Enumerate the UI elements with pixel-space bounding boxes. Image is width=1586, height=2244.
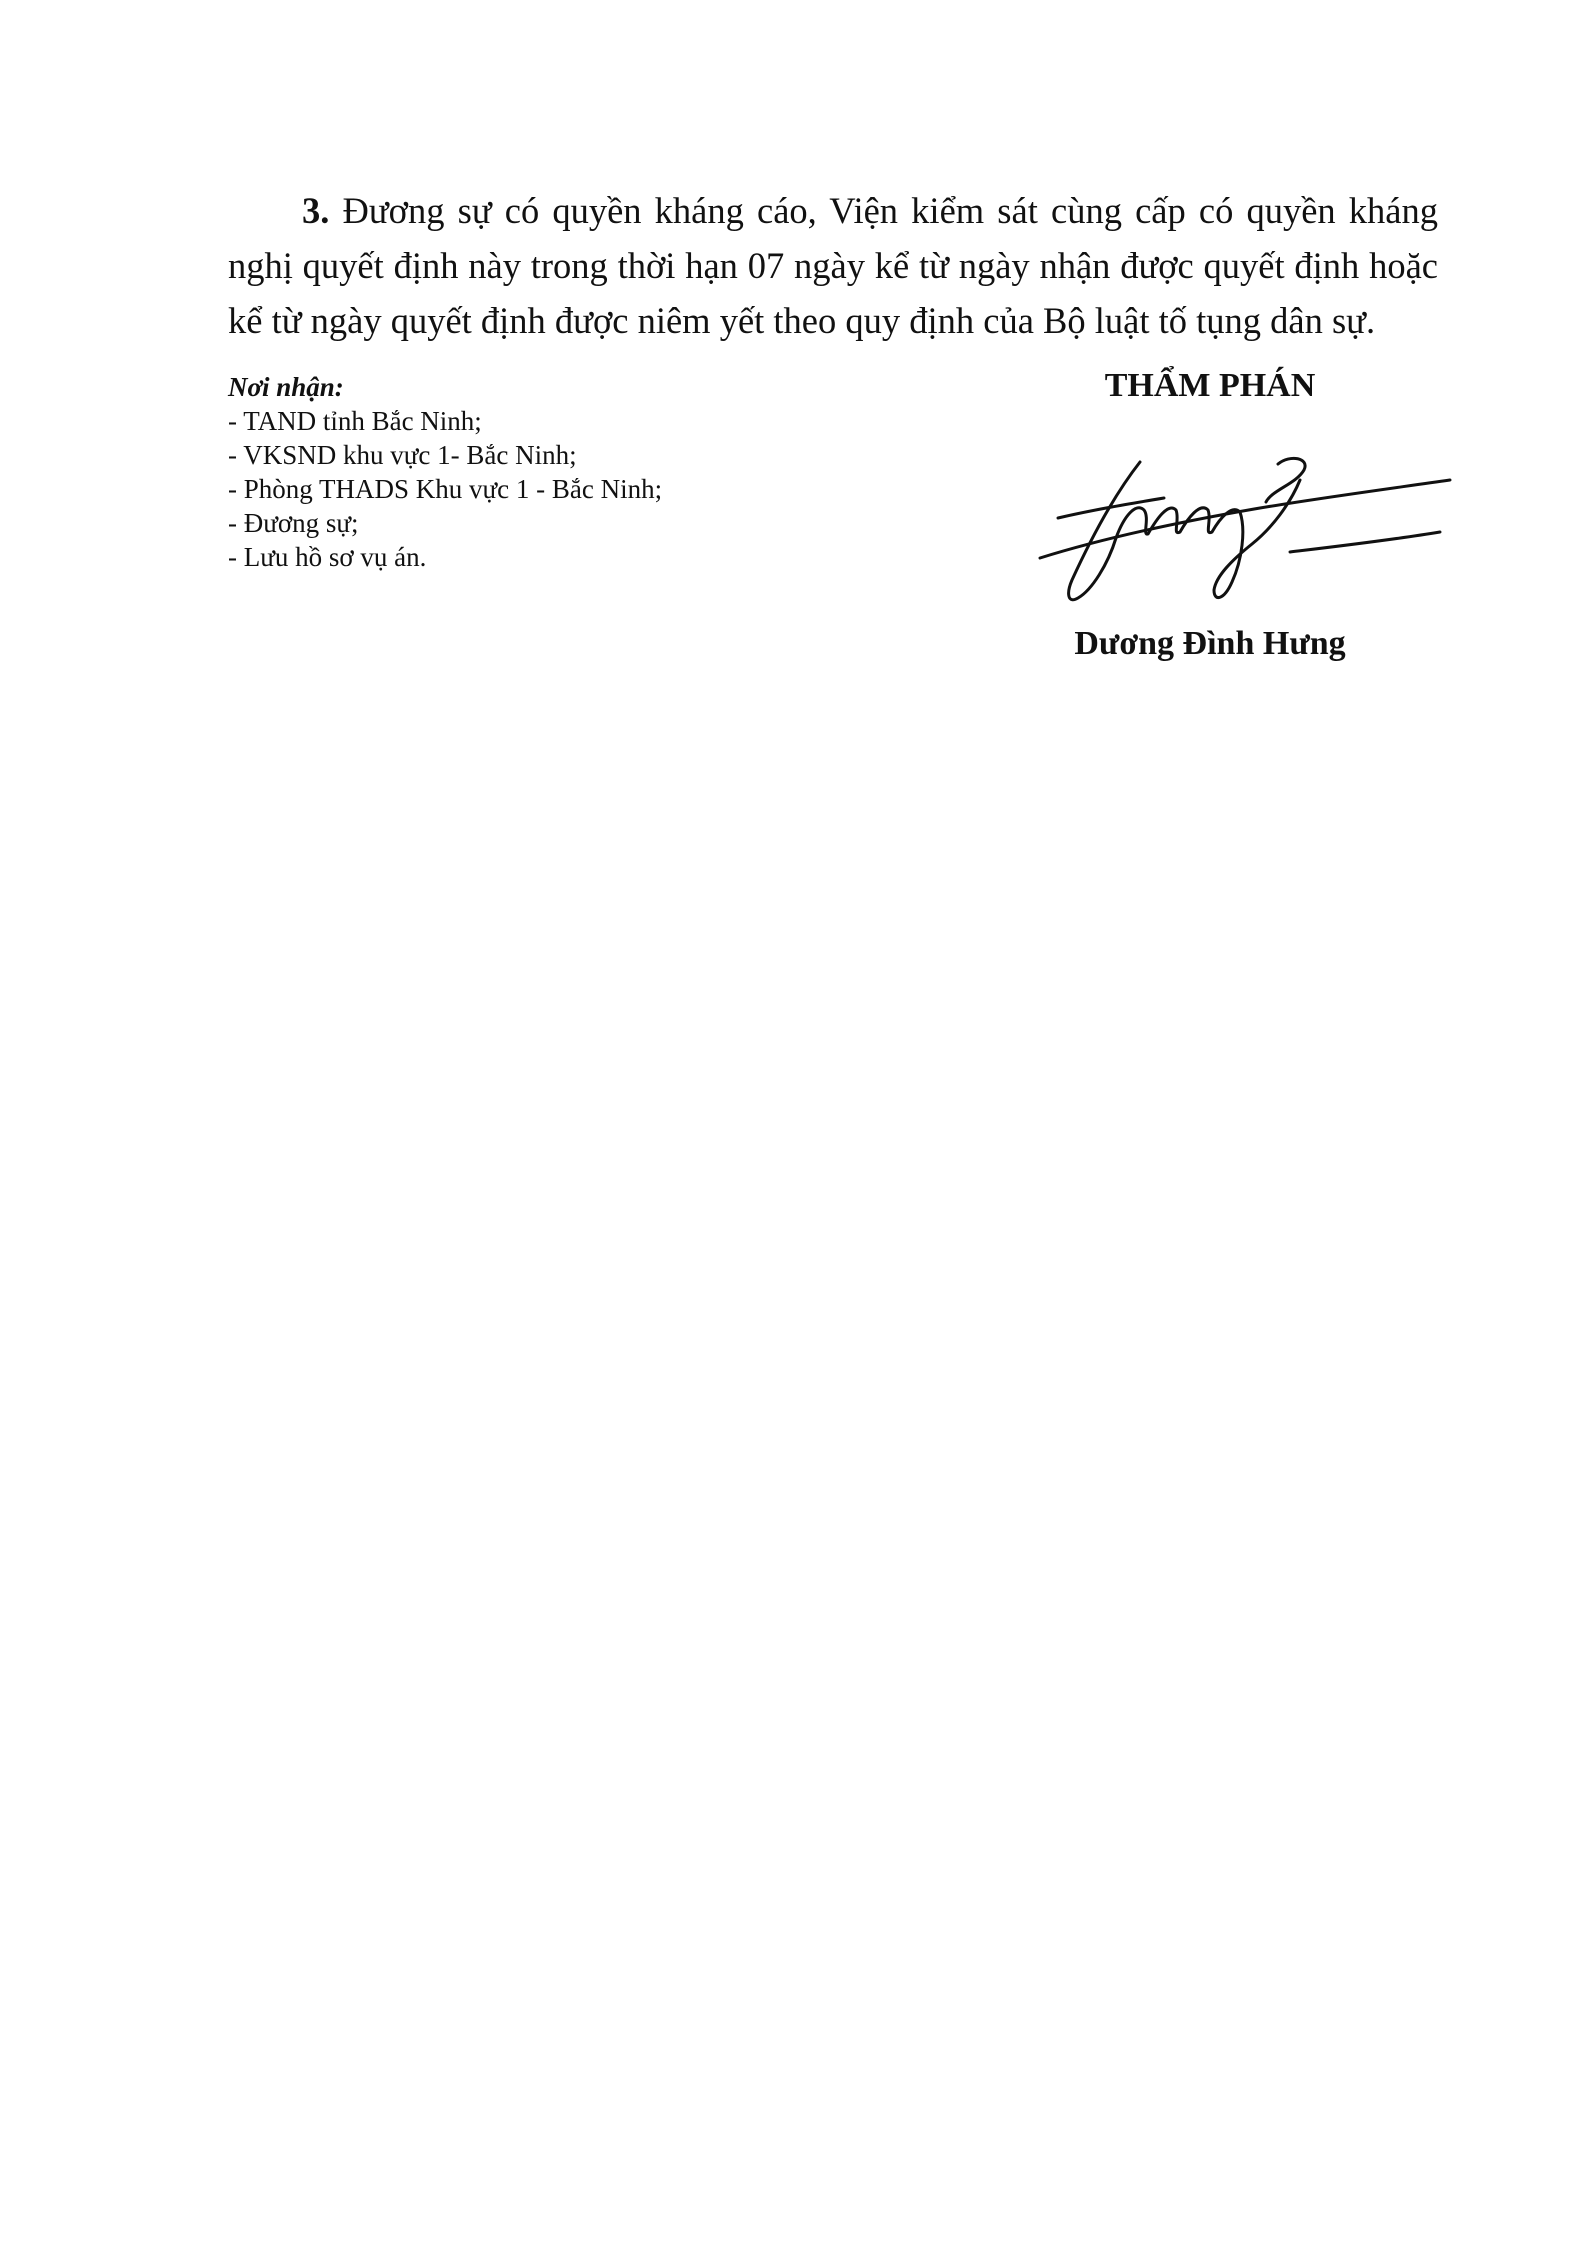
- appeal-rights-paragraph: [228, 183, 1438, 348]
- handwritten-signature: [1020, 440, 1460, 620]
- signer-name: Dương Đình Hưng: [1074, 625, 1346, 662]
- paragraph-number: 3.: [302, 189, 330, 231]
- recipient-item: - VKSND khu vực 1- Bắc Ninh;: [228, 440, 577, 470]
- recipients-block: [228, 370, 662, 574]
- signer-title: THẨM PHÁN: [1104, 367, 1316, 404]
- recipients-list: [228, 404, 662, 574]
- recipient-item: - Đương sự;: [228, 508, 359, 538]
- recipient-item: - TAND tỉnh Bắc Ninh;: [228, 406, 482, 436]
- recipient-item: - Phòng THADS Khu vực 1 - Bắc Ninh;: [228, 474, 663, 504]
- paragraph-text: Đương sự có quyền kháng cáo, Viện kiểm sát cùng cấp có quyền kháng nghị quyết định này trong thời hạn 07 ngày kể từ ngày nhận được quyết định hoặc kể từ ngày quyết định được niêm yết theo quy định của Bộ luật tố tụng dân sự.: [228, 189, 1439, 341]
- recipient-item: - Lưu hồ sơ vụ án.: [228, 542, 427, 572]
- recipients-heading: Nơi nhận:: [228, 372, 344, 402]
